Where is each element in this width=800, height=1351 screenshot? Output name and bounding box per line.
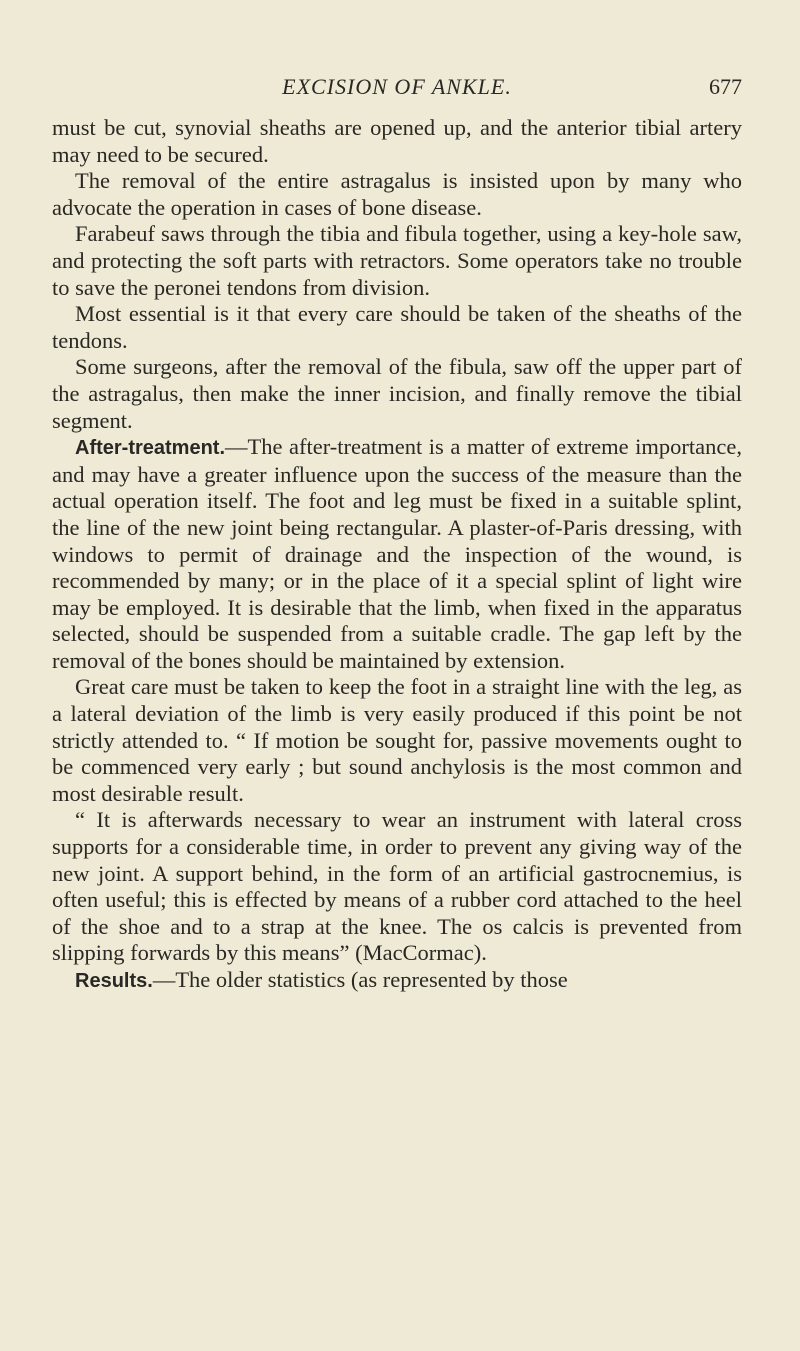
paragraph-text: Farabeuf saws through the tibia and fibula together, using a key-hole saw, and protecting the soft parts with retractors. Some operators take no trouble to save the peronei tendons from division. — [52, 221, 742, 300]
section-heading-results: Results. — [75, 970, 153, 992]
paragraph-text: Most essential is it that every care should be taken of the sheaths of the tendons. — [52, 301, 742, 353]
paragraph — [52, 168, 742, 221]
paragraph-text: “ It is afterwards necessary to wear an instrument with lateral cross supports for a considerable time, in order to prevent any giving way of the new joint. A support behind, in the form of an artificial gastrocnemius, is often useful; this is effected by means of a rubber cord attached to the heel of the shoe and to a strap at the knee. The os calcis is prevented from slipping forwards by this means” (MacCormac). — [52, 807, 742, 966]
paragraph — [52, 115, 742, 168]
paragraph-text: Great care must be taken to keep the foot in a straight line with the leg, as a lateral deviation of the limb is very easily produced if this point be not strictly attended to. “ If motion be sought for, passive movements ought to be commenced very early ; but sound anchylosis is the most common and most desirable result. — [52, 674, 742, 806]
page-number: 677 — [709, 74, 742, 99]
paragraph-text: —The after-treatment is a matter of extreme importance, and may have a greater influence upon the success of the measure than the actual operation itself. The foot and leg must be fixed in a suitable splint, the line of the new joint being rectangular. A plaster-of-Paris dressing, with windows to permit of drainage and the inspection of the wound, is recommended by many; or in the place of it a special splint of light wire may be employed. It is desirable that the limb, when fixed in the apparatus selected, should be suspended from a suitable cradle. The gap left by the removal of the bones should be maintained by extension. — [52, 434, 742, 673]
paragraph — [52, 301, 742, 354]
section-heading-after-treatment: After-treatment. — [75, 437, 226, 460]
paragraph-text: must be cut, synovial sheaths are opened up, and the anterior tibial artery may need to be secured. — [52, 115, 742, 167]
running-title: EXCISION OF ANKLE. — [282, 74, 512, 99]
paragraph-text: The removal of the entire astragalus is insisted upon by many who advocate the operation in cases of bone disease. — [52, 168, 742, 220]
paragraph — [52, 434, 742, 674]
paragraph — [52, 221, 742, 301]
body-text — [52, 115, 742, 995]
paragraph — [52, 354, 742, 434]
paragraph — [52, 674, 742, 807]
paragraph — [52, 967, 742, 995]
paragraph-text: —The older statistics (as represented by those — [152, 967, 568, 992]
paragraph — [52, 807, 742, 967]
paragraph-text: Some surgeons, after the removal of the fibula, saw off the upper part of the astragalus, then make the inner incision, and finally remove the tibial segment. — [52, 354, 742, 433]
page-header — [52, 74, 742, 104]
